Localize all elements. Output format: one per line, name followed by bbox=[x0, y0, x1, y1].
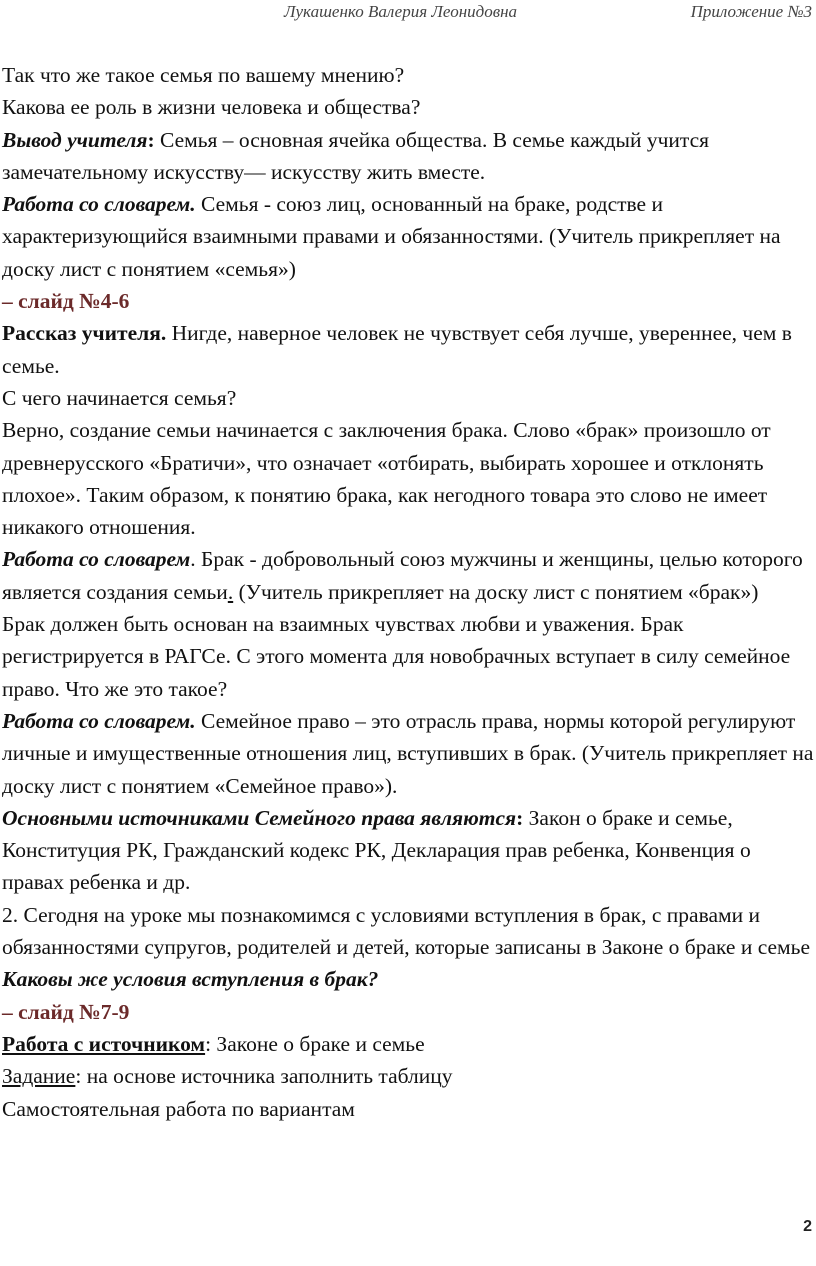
text: : Законе о браке и семье bbox=[205, 1031, 425, 1056]
slide-reference: – слайд №7-9 bbox=[2, 999, 130, 1024]
paragraph bbox=[2, 802, 814, 899]
question-heading: Каковы же условия вступления в брак? bbox=[2, 967, 379, 992]
label-colon: : bbox=[516, 805, 524, 830]
text: Семейное право – это отрасль права, нормы которой регулируют личные и имущественные отношения лиц, вступивших в брак. (Учитель прикрепляет на доску лист с понятием «Семейное право»). bbox=[2, 708, 814, 798]
text: Нигде, наверное человек не чувствует себя лучше, увереннее, чем в семье. bbox=[2, 321, 792, 378]
text: (Учитель прикрепляет на доску лист с понятием «брак») bbox=[233, 579, 759, 604]
text: . Брак - добровольный союз мужчины и женщины, целью которого является создания семьи bbox=[2, 547, 803, 604]
text: Закон о браке и семье, Конституция РК, Гражданский кодекс РК, Декларация прав ребенка, Конвенция о правах ребенка и др. bbox=[2, 805, 751, 895]
label-colon: : bbox=[147, 127, 155, 152]
paragraph: С чего начинается семья? bbox=[2, 385, 237, 410]
paragraph bbox=[2, 124, 814, 189]
paragraph: 2. Сегодня на уроке мы познакомимся с условиями вступления в брак, с правами и обязанностями супругов, родителей и детей, которые записаны в Законе о браке и семье bbox=[2, 902, 811, 960]
label-source-work: Работа с источником bbox=[2, 1031, 206, 1056]
text: Семья - союз лиц, основанный на браке, родстве и характеризующийся взаимными правами и обязанностями. (Учитель прикрепляет на доску лист с понятием «семья») bbox=[2, 192, 781, 281]
paragraph bbox=[2, 705, 814, 802]
label-dictionary-work: Работа со словарем. bbox=[2, 192, 196, 217]
label-teacher-story: Рассказ учителя. bbox=[2, 321, 167, 346]
text: : на основе источника заполнить таблицу bbox=[75, 1064, 453, 1089]
label-dictionary-work: Работа со словарем. bbox=[2, 708, 196, 733]
underlined-dot: . bbox=[227, 579, 234, 604]
label-dictionary-work: Работа со словарем bbox=[2, 547, 191, 572]
paragraph: Верно, создание семьи начинается с заключения брака. Слово «брак» произошло от древнерусского «Братичи», что означает «отбирать, выбирать хорошее и отклонять плохое». Таким образом, к понятию брака, как негодного товара это слово не имеет никакого отношения. bbox=[2, 418, 771, 540]
paragraph: Самостоятельная работа по вариантам bbox=[2, 1096, 355, 1121]
label-task: Задание bbox=[2, 1064, 76, 1089]
paragraph: Так что же такое семья по вашему мнению? bbox=[2, 63, 405, 87]
paragraph bbox=[2, 317, 814, 382]
paragraph bbox=[2, 1028, 814, 1060]
paragraph: Какова ее роль в жизни человека и общества? bbox=[2, 95, 421, 120]
paragraph bbox=[2, 188, 814, 285]
paragraph bbox=[2, 543, 814, 608]
label-teacher-conclusion: Вывод учителя bbox=[2, 127, 148, 152]
header-author: Лукашенко Валерия Леонидовна bbox=[284, 2, 518, 21]
paragraph bbox=[2, 1060, 814, 1092]
header-appendix: Приложение №3 bbox=[690, 2, 812, 21]
label-main-sources: Основными источниками Семейного права являются bbox=[2, 805, 517, 830]
document-body bbox=[2, 59, 814, 1125]
paragraph: Брак должен быть основан на взаимных чувствах любви и уважения. Брак регистрируется в РАГСе. С этого момента для новобрачных вступает в силу семейное право. Что же это такое? bbox=[2, 612, 791, 701]
text: Семья – основная ячейка общества. В семье каждый учится замечательному искусству— искусству жить вместе. bbox=[2, 127, 710, 184]
slide-reference: – слайд №4-6 bbox=[2, 289, 130, 314]
page-number: 2 bbox=[803, 1218, 812, 1235]
